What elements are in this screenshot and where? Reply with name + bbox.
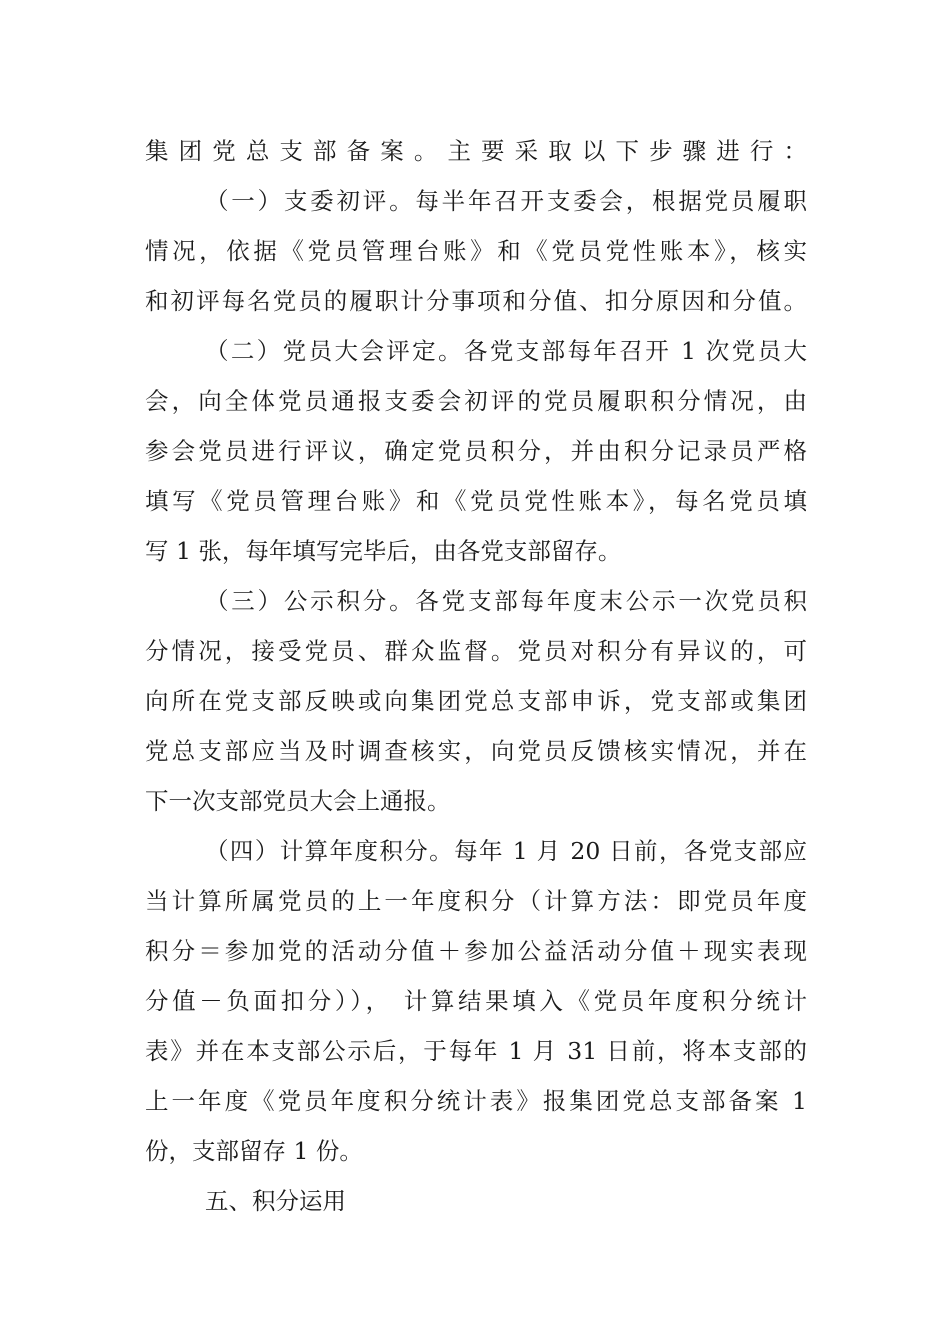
text-line-20: 上一年度《党员年度积分统计表》报集团党总支部备案 1	[145, 1087, 807, 1115]
section-four-heading-line: （四）计算年度积分。每年 1 月 20 日前，各党支部应	[205, 837, 807, 865]
section-three-heading-line: （三）公示积分。各党支部每年度末公示一次党员积	[205, 587, 807, 615]
text-line-14: 下一次支部党员大会上通报。	[145, 787, 451, 815]
text-line-3: 情况，依据《党员管理台账》和《党员党性账本》，核实	[145, 237, 807, 265]
text-line-19: 表》并在本支部公示后，于每年 1 月 31 日前，将本支部的	[145, 1037, 807, 1065]
text-line-6: 会，向全体党员通报支委会初评的党员履职积分情况，由	[145, 387, 807, 415]
text-line-9: 写 1 张，每年填写完毕后，由各党支部留存。	[145, 537, 622, 565]
text-line-8: 填写《党员管理台账》和《党员党性账本》，每名党员填	[145, 487, 807, 515]
section-five-heading: 五、积分运用	[205, 1187, 346, 1215]
section-two-heading-line: （二）党员大会评定。各党支部每年召开 1 次党员大	[205, 337, 807, 365]
text-line-11: 分情况，接受党员、群众监督。党员对积分有异议的，可	[145, 637, 807, 665]
text-line-16: 当计算所属党员的上一年度积分（计算方法：即党员年度	[145, 887, 807, 915]
text-line-4: 和初评每名党员的履职计分事项和分值、扣分原因和分值。	[145, 287, 807, 315]
section-one-heading-line: （一）支委初评。每半年召开支委会，根据党员履职	[205, 187, 807, 215]
text-line-12: 向所在党支部反映或向集团党总支部申诉，党支部或集团	[145, 687, 807, 715]
text-line-18: 分值－负面扣分））， 计算结果填入《党员年度积分统计	[145, 987, 807, 1015]
text-line-21: 份，支部留存 1 份。	[145, 1137, 363, 1165]
text-line-13: 党总支部应当及时调查核实，向党员反馈核实情况，并在	[145, 737, 807, 765]
text-line-1: 集团党总支部备案。主要采取以下步骤进行：	[145, 137, 807, 165]
text-line-17: 积分＝参加党的活动分值＋参加公益活动分值＋现实表现	[145, 937, 807, 965]
text-line-7: 参会党员进行评议，确定党员积分，并由积分记录员严格	[145, 437, 807, 465]
